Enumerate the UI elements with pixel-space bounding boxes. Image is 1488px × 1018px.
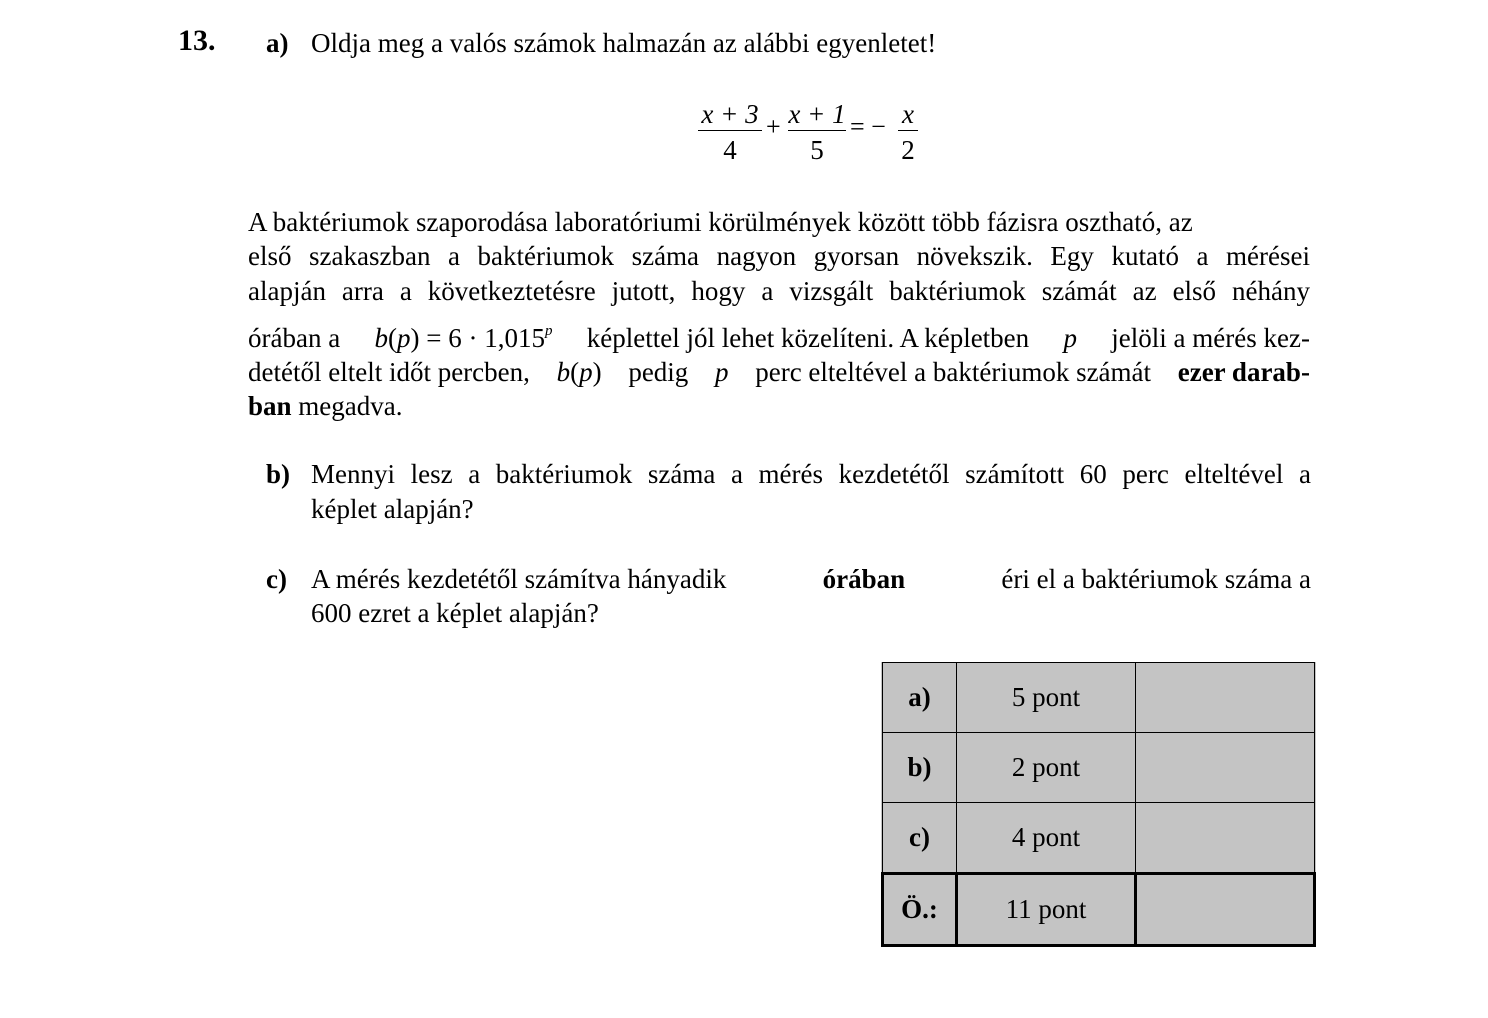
score-cell[interactable] [1136, 803, 1315, 874]
row-points: 4 pont [957, 803, 1136, 874]
row-points: 2 pont [957, 733, 1136, 803]
l4-p: p [1063, 323, 1077, 353]
score-cell[interactable] [1136, 663, 1315, 733]
paragraph-line-2: első szakaszban a baktériumok száma nagyon gyorsan növekszik. Egy kutató a mérései [248, 241, 1310, 271]
row-label: c) [883, 803, 957, 874]
equation [696, 98, 936, 168]
l5-post: perc elteltével a baktériumok számát [755, 357, 1152, 387]
fraction-2-numerator: x + 1 [788, 99, 846, 129]
row-label: b) [883, 733, 957, 803]
row-points: 11 pont [957, 874, 1136, 946]
score-cell[interactable] [1136, 733, 1315, 803]
part-c-label: c) [266, 564, 287, 594]
l4-pre: órában a [248, 323, 341, 353]
fraction-1 [696, 98, 764, 165]
l5-bold: ezer darab- [1177, 357, 1310, 387]
part-b-label: b) [266, 459, 291, 489]
l5-b-of-p: b(p) [556, 357, 602, 387]
equals-minus: = − [850, 112, 886, 141]
l5-pre: detétől eltelt időt percben, [248, 357, 530, 387]
paragraph-line-6 [248, 389, 403, 423]
fraction-3-denominator: 2 [901, 135, 915, 165]
c-pre: A mérés kezdetétől számítva hányadik [311, 564, 727, 594]
l4-end: jelöli a mérés kez- [1111, 323, 1310, 353]
l4-post: képlettel jól lehet közelíteni. A képletben [586, 323, 1030, 353]
points-row-b [883, 733, 1315, 803]
points-row-a [883, 663, 1315, 733]
c-post: éri el a baktériumok száma a [1001, 564, 1311, 594]
fraction-2-denominator: 5 [810, 135, 824, 165]
formula-b-of-p: $b(p) = 6 \cdot 1,015^p$ [374, 323, 553, 353]
l5-p2: p [715, 357, 729, 387]
l6-rest: megadva. [298, 391, 403, 421]
plus-sign: + [766, 112, 781, 141]
part-b-line-2: képlet alapján? [311, 494, 474, 524]
part-a-text: Oldja meg a valós számok halmazán az alábbi egyenletet! [311, 28, 937, 58]
fraction-2 [786, 98, 848, 165]
total-score-cell[interactable] [1136, 874, 1315, 946]
c-bold: órában [822, 564, 906, 594]
paragraph-line-1-text: A baktériumok szaporodása laboratóriumi körülmények között több fázisra osztható, az [248, 207, 1193, 237]
part-c-line-2: 600 ezret a képlet alapján? [311, 598, 599, 628]
problem-number: 13. [178, 24, 216, 57]
paragraph-line-3: alapján arra a következtetésre jutott, hogy a vizsgált baktériumok számát az első néhány [248, 276, 1310, 306]
part-a-label: a) [266, 28, 289, 58]
fraction-3-numerator: x [902, 99, 914, 129]
row-label: a) [883, 663, 957, 733]
paragraph-line-4 [248, 314, 1310, 355]
paragraph-line-1 [248, 205, 1310, 239]
part-c-line-1 [311, 562, 1311, 596]
fraction-3 [896, 98, 920, 165]
points-table [881, 662, 1316, 947]
points-row-c [883, 803, 1315, 874]
l6-bold: ban [248, 391, 292, 421]
row-label: Ö.: [883, 874, 957, 946]
points-row-total [883, 874, 1315, 946]
l5-mid: pedig [628, 357, 689, 387]
row-points: 5 pont [957, 663, 1136, 733]
paragraph-line-5 [248, 355, 1310, 389]
fraction-1-denominator: 4 [723, 135, 737, 165]
fraction-1-numerator: x + 3 [701, 99, 759, 129]
part-b-line-1: Mennyi lesz a baktériumok száma a mérés kezdetétől számított 60 perc elteltével a [311, 459, 1311, 489]
